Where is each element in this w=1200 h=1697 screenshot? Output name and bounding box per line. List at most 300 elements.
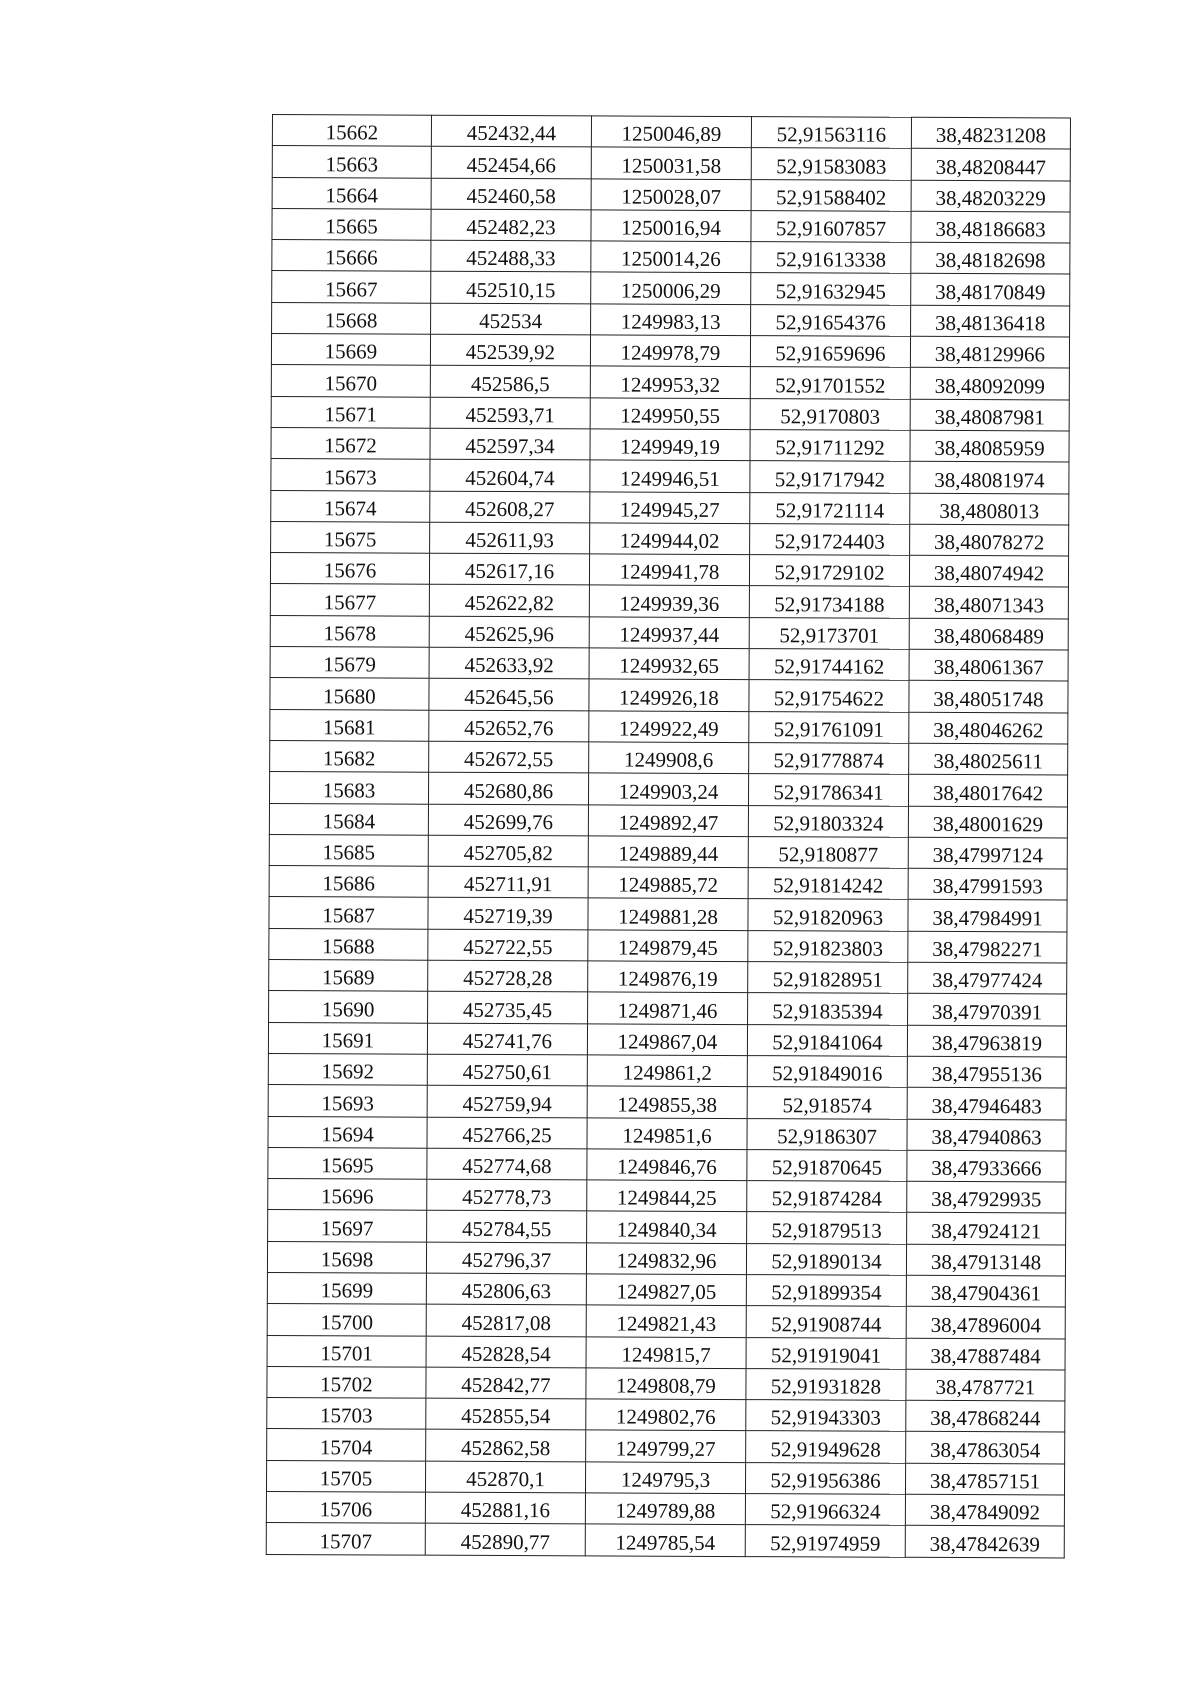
cell-text: 452625,96 bbox=[464, 621, 554, 647]
longitude-cell bbox=[910, 368, 1069, 400]
cell-text: 452534 bbox=[479, 308, 543, 334]
cell-text: 52,91849016 bbox=[772, 1061, 883, 1086]
cell-text: 15699 bbox=[320, 1278, 374, 1303]
point-number-cell bbox=[271, 521, 430, 553]
cell-text: 452890,77 bbox=[460, 1529, 550, 1554]
latitude-cell bbox=[746, 1275, 906, 1307]
cell-text: 52,91803324 bbox=[773, 811, 884, 836]
cell-text: 452766,25 bbox=[462, 1122, 552, 1148]
x-coordinate-cell bbox=[429, 710, 589, 742]
point-number-cell bbox=[272, 146, 431, 178]
cell-text: 52,91711292 bbox=[775, 435, 885, 460]
longitude-cell bbox=[911, 242, 1070, 274]
longitude-cell bbox=[910, 399, 1069, 431]
table-row bbox=[272, 177, 1070, 212]
latitude-cell bbox=[748, 993, 908, 1025]
point-number-cell bbox=[267, 1335, 426, 1367]
y-coordinate-cell bbox=[589, 585, 749, 617]
cell-text: 15698 bbox=[320, 1247, 374, 1272]
table-row bbox=[270, 553, 1068, 588]
cell-text: 38,48051748 bbox=[933, 686, 1044, 712]
point-number-cell bbox=[272, 177, 431, 209]
latitude-cell bbox=[746, 1337, 906, 1369]
latitude-cell bbox=[745, 1494, 905, 1526]
y-coordinate-cell bbox=[591, 210, 751, 242]
longitude-cell bbox=[908, 775, 1067, 807]
cell-text: 38,47849092 bbox=[929, 1500, 1041, 1525]
y-coordinate-cell bbox=[588, 867, 748, 899]
y-coordinate-cell bbox=[586, 1430, 746, 1462]
cell-text: 452719,39 bbox=[463, 903, 553, 928]
point-number-cell bbox=[269, 772, 428, 804]
longitude-cell bbox=[910, 493, 1069, 525]
cell-text: 52,9180877 bbox=[778, 842, 879, 867]
cell-text: 1249939,36 bbox=[619, 591, 720, 616]
longitude-cell bbox=[910, 430, 1069, 462]
longitude-cell bbox=[906, 1338, 1065, 1370]
table-row bbox=[270, 647, 1068, 682]
cell-text: 1249879,45 bbox=[617, 935, 718, 960]
cell-text: 15703 bbox=[320, 1403, 373, 1428]
x-coordinate-cell bbox=[426, 1398, 586, 1430]
cell-text: 52,91908744 bbox=[771, 1311, 882, 1337]
longitude-cell bbox=[908, 994, 1067, 1026]
cell-text: 38,4808013 bbox=[939, 498, 1040, 524]
cell-text: 52,91879513 bbox=[771, 1217, 882, 1243]
y-coordinate-cell bbox=[591, 178, 751, 210]
longitude-cell bbox=[910, 462, 1069, 494]
cell-text: 452488,33 bbox=[466, 246, 556, 271]
cell-text: 15701 bbox=[320, 1341, 373, 1366]
table-row bbox=[269, 772, 1067, 807]
cell-text: 15700 bbox=[320, 1309, 374, 1335]
longitude-cell bbox=[907, 1213, 1066, 1245]
cell-text: 52,91729102 bbox=[774, 560, 885, 586]
cell-text: 52,91607857 bbox=[775, 216, 887, 241]
cell-text: 38,47977424 bbox=[932, 968, 1043, 993]
y-coordinate-cell bbox=[591, 272, 751, 304]
cell-text: 1250046,89 bbox=[621, 121, 722, 147]
cell-text: 15673 bbox=[324, 464, 377, 490]
x-coordinate-cell bbox=[431, 146, 591, 178]
point-number-cell bbox=[268, 1179, 427, 1211]
x-coordinate-cell bbox=[430, 397, 590, 429]
y-coordinate-cell bbox=[586, 1368, 746, 1400]
y-coordinate-cell bbox=[589, 617, 749, 649]
point-number-cell bbox=[268, 1022, 427, 1054]
longitude-cell bbox=[907, 1119, 1066, 1151]
latitude-cell bbox=[748, 899, 908, 931]
longitude-cell bbox=[911, 274, 1070, 306]
cell-text: 15672 bbox=[324, 433, 377, 458]
point-number-cell bbox=[272, 115, 431, 147]
x-coordinate-cell bbox=[428, 929, 588, 961]
cell-text: 52,91588402 bbox=[775, 185, 887, 210]
y-coordinate-cell bbox=[590, 491, 750, 523]
coordinates-table bbox=[266, 114, 1071, 1558]
y-coordinate-cell bbox=[587, 1117, 747, 1149]
cell-text: 1249802,76 bbox=[615, 1404, 716, 1430]
latitude-cell bbox=[746, 1431, 906, 1463]
cell-text: 52,91841064 bbox=[772, 1030, 883, 1055]
cell-text: 452796,37 bbox=[461, 1247, 552, 1273]
cell-text: 452672,55 bbox=[464, 747, 554, 772]
cell-text: 38,47868244 bbox=[930, 1406, 1041, 1431]
cell-text: 15679 bbox=[323, 652, 376, 677]
y-coordinate-cell bbox=[587, 1023, 747, 1055]
latitude-cell bbox=[748, 805, 908, 837]
cell-text: 1249903,24 bbox=[618, 779, 719, 804]
cell-text: 1249978,79 bbox=[620, 340, 721, 366]
cell-text: 1249922,49 bbox=[618, 716, 719, 741]
x-coordinate-cell bbox=[428, 960, 588, 992]
cell-text: 38,48208447 bbox=[935, 154, 1046, 179]
point-number-cell bbox=[269, 834, 428, 866]
cell-text: 52,91870645 bbox=[771, 1155, 883, 1180]
cell-text: 52,91717942 bbox=[774, 466, 886, 492]
cell-text: 1249827,05 bbox=[616, 1279, 717, 1305]
x-coordinate-cell bbox=[427, 1211, 587, 1243]
point-number-cell bbox=[271, 334, 430, 366]
latitude-cell bbox=[748, 868, 908, 900]
x-coordinate-cell bbox=[430, 366, 590, 398]
longitude-cell bbox=[910, 524, 1069, 556]
cell-text: 15697 bbox=[320, 1215, 374, 1241]
point-number-cell bbox=[269, 866, 428, 898]
point-number-cell bbox=[272, 208, 431, 240]
y-coordinate-cell bbox=[591, 147, 751, 179]
cell-text: 38,47970391 bbox=[931, 999, 1043, 1024]
cell-text: 38,48186683 bbox=[935, 217, 1046, 242]
y-coordinate-cell bbox=[586, 1305, 746, 1337]
cell-text: 452828,54 bbox=[461, 1341, 551, 1367]
cell-text: 38,48182698 bbox=[935, 248, 1046, 273]
cell-text: 15707 bbox=[319, 1528, 373, 1554]
y-coordinate-cell bbox=[591, 116, 751, 148]
table-row bbox=[271, 334, 1069, 369]
table-row bbox=[270, 584, 1068, 619]
longitude-cell bbox=[911, 211, 1070, 243]
cell-text: 52,91820963 bbox=[772, 904, 884, 930]
cell-text: 38,47887484 bbox=[930, 1343, 1041, 1369]
cell-text: 452806,63 bbox=[461, 1279, 552, 1304]
latitude-cell bbox=[746, 1306, 906, 1338]
longitude-cell bbox=[909, 649, 1068, 681]
point-number-cell bbox=[267, 1429, 426, 1461]
cell-text: 15674 bbox=[323, 496, 377, 521]
cell-text: 452699,76 bbox=[463, 809, 554, 835]
latitude-cell bbox=[750, 336, 910, 368]
table-row bbox=[269, 866, 1067, 901]
x-coordinate-cell bbox=[428, 772, 588, 804]
cell-text: 52,91899354 bbox=[771, 1280, 882, 1305]
longitude-cell bbox=[906, 1307, 1065, 1339]
cell-text: 38,47896004 bbox=[930, 1312, 1041, 1337]
point-number-cell bbox=[267, 1304, 426, 1336]
latitude-cell bbox=[747, 1118, 907, 1150]
table-row bbox=[270, 709, 1068, 744]
x-coordinate-cell bbox=[428, 898, 588, 930]
cell-text: 38,48078272 bbox=[933, 530, 1045, 555]
latitude-cell bbox=[751, 148, 911, 180]
cell-text: 52,91734188 bbox=[774, 591, 885, 617]
point-number-cell bbox=[270, 584, 429, 616]
cell-text: 1249950,55 bbox=[620, 403, 721, 428]
cell-text: 15702 bbox=[320, 1372, 373, 1397]
point-number-cell bbox=[270, 647, 429, 679]
cell-text: 52,91874284 bbox=[771, 1186, 882, 1212]
point-number-cell bbox=[270, 740, 429, 772]
y-coordinate-cell bbox=[590, 335, 750, 367]
point-number-cell bbox=[272, 240, 431, 272]
longitude-cell bbox=[906, 1400, 1065, 1432]
cell-text: 38,48136418 bbox=[934, 310, 1046, 336]
cell-text: 1250006,29 bbox=[620, 278, 721, 303]
cell-text: 52,91814242 bbox=[772, 873, 884, 899]
longitude-cell bbox=[907, 1150, 1066, 1182]
latitude-cell bbox=[751, 242, 911, 274]
cell-text: 15678 bbox=[323, 621, 377, 646]
cell-text: 1249949,19 bbox=[620, 434, 720, 460]
cell-text: 38,48071343 bbox=[933, 592, 1045, 618]
longitude-cell bbox=[909, 681, 1068, 713]
cell-text: 15671 bbox=[324, 402, 377, 427]
cell-text: 452855,54 bbox=[461, 1404, 551, 1429]
cell-text: 38,48085959 bbox=[934, 436, 1045, 461]
cell-text: 15687 bbox=[322, 902, 375, 928]
x-coordinate-cell bbox=[429, 741, 589, 773]
cell-text: 38,4787721 bbox=[935, 1375, 1036, 1400]
latitude-cell bbox=[747, 1149, 907, 1181]
cell-text: 1249808,79 bbox=[616, 1373, 716, 1399]
cell-text: 38,47913148 bbox=[930, 1249, 1042, 1275]
cell-text: 52,91966324 bbox=[770, 1499, 881, 1525]
table-row bbox=[268, 1116, 1066, 1151]
cell-text: 38,47963819 bbox=[931, 1030, 1043, 1056]
cell-text: 15688 bbox=[322, 934, 375, 959]
table-row bbox=[271, 521, 1069, 556]
point-number-cell bbox=[270, 615, 429, 647]
cell-text: 452633,92 bbox=[464, 653, 554, 678]
cell-text: 15663 bbox=[325, 151, 379, 177]
x-coordinate-cell bbox=[429, 679, 589, 711]
longitude-cell bbox=[911, 180, 1070, 212]
x-coordinate-cell bbox=[427, 1179, 587, 1211]
table-row bbox=[268, 1022, 1066, 1057]
table-row bbox=[270, 740, 1068, 775]
cell-text: 15664 bbox=[325, 183, 378, 208]
longitude-cell bbox=[911, 305, 1070, 337]
y-coordinate-cell bbox=[587, 1149, 747, 1181]
y-coordinate-cell bbox=[587, 1086, 747, 1118]
longitude-cell bbox=[909, 618, 1068, 650]
cell-text: 15681 bbox=[323, 715, 376, 740]
point-number-cell bbox=[269, 960, 428, 992]
point-number-cell bbox=[266, 1492, 425, 1524]
x-coordinate-cell bbox=[431, 178, 591, 210]
point-number-cell bbox=[267, 1398, 426, 1430]
x-coordinate-cell bbox=[430, 459, 590, 491]
cell-text: 52,91721114 bbox=[775, 498, 885, 523]
cell-text: 38,47982271 bbox=[932, 936, 1043, 962]
cell-text: 38,48046262 bbox=[933, 717, 1044, 743]
table-row bbox=[267, 1335, 1065, 1370]
cell-text: 52,91744162 bbox=[773, 654, 885, 680]
latitude-cell bbox=[749, 743, 909, 775]
cell-text: 1249983,13 bbox=[620, 309, 721, 335]
cell-text: 452778,73 bbox=[462, 1185, 552, 1210]
x-coordinate-cell bbox=[428, 866, 588, 898]
cell-text: 1249799,27 bbox=[615, 1436, 716, 1461]
cell-text: 38,47933666 bbox=[931, 1155, 1042, 1181]
latitude-cell bbox=[751, 117, 911, 149]
latitude-cell bbox=[747, 1024, 907, 1056]
cell-text: 15662 bbox=[325, 120, 379, 145]
latitude-cell bbox=[748, 962, 908, 994]
y-coordinate-cell bbox=[586, 1243, 746, 1275]
cell-text: 1249885,72 bbox=[618, 872, 719, 898]
latitude-cell bbox=[751, 304, 911, 336]
latitude-cell bbox=[749, 680, 909, 712]
cell-text: 1249795,3 bbox=[620, 1467, 711, 1492]
cell-text: 452604,74 bbox=[465, 465, 555, 490]
longitude-cell bbox=[911, 149, 1070, 181]
cell-text: 52,91654376 bbox=[775, 310, 886, 335]
point-number-cell bbox=[271, 490, 430, 522]
cell-text: 1249832,96 bbox=[616, 1248, 717, 1273]
cell-text: 452784,55 bbox=[461, 1216, 552, 1241]
latitude-cell bbox=[750, 461, 910, 493]
point-number-cell bbox=[267, 1272, 426, 1304]
cell-text: 452645,56 bbox=[464, 684, 554, 709]
cell-text: 38,47997124 bbox=[932, 843, 1043, 868]
table-row bbox=[270, 615, 1068, 650]
x-coordinate-cell bbox=[431, 240, 591, 272]
y-coordinate-cell bbox=[588, 992, 748, 1024]
cell-text: 52,91949628 bbox=[770, 1436, 881, 1462]
latitude-cell bbox=[750, 492, 910, 524]
point-number-cell bbox=[269, 928, 428, 960]
latitude-cell bbox=[749, 649, 909, 681]
cell-text: 52,918574 bbox=[782, 1092, 872, 1118]
table-row bbox=[267, 1366, 1065, 1401]
latitude-cell bbox=[747, 1212, 907, 1244]
latitude-cell bbox=[746, 1368, 906, 1400]
point-number-cell bbox=[268, 1053, 427, 1085]
longitude-cell bbox=[907, 1087, 1066, 1119]
point-number-cell bbox=[266, 1523, 425, 1555]
x-coordinate-cell bbox=[428, 835, 588, 867]
point-number-cell bbox=[268, 1116, 427, 1148]
cell-text: 38,48092099 bbox=[934, 373, 1045, 399]
table-row bbox=[271, 459, 1069, 494]
longitude-cell bbox=[905, 1463, 1064, 1495]
longitude-cell bbox=[907, 1181, 1066, 1213]
x-coordinate-cell bbox=[429, 585, 589, 617]
latitude-cell bbox=[750, 398, 910, 430]
y-coordinate-cell bbox=[588, 961, 748, 993]
longitude-cell bbox=[908, 900, 1067, 932]
latitude-cell bbox=[749, 617, 909, 649]
cell-text: 452617,16 bbox=[464, 559, 555, 584]
cell-text: 52,9186307 bbox=[777, 1124, 877, 1149]
cell-text: 52,91943303 bbox=[770, 1405, 881, 1431]
y-coordinate-cell bbox=[588, 836, 748, 868]
longitude-cell bbox=[911, 117, 1070, 149]
latitude-cell bbox=[750, 430, 910, 462]
cell-text: 15667 bbox=[324, 277, 378, 302]
x-coordinate-cell bbox=[431, 209, 591, 241]
cell-text: 52,91701552 bbox=[775, 372, 886, 398]
y-coordinate-cell bbox=[585, 1524, 745, 1556]
cell-text: 452862,58 bbox=[461, 1435, 551, 1460]
y-coordinate-cell bbox=[587, 1180, 747, 1212]
cell-text: 1249846,76 bbox=[616, 1154, 717, 1180]
y-coordinate-cell bbox=[589, 679, 749, 711]
table-row bbox=[272, 115, 1070, 150]
cell-text: 1249937,44 bbox=[619, 622, 720, 648]
x-coordinate-cell bbox=[431, 272, 591, 304]
cell-text: 38,48231208 bbox=[935, 123, 1047, 148]
y-coordinate-cell bbox=[590, 398, 750, 430]
latitude-cell bbox=[747, 1181, 907, 1213]
longitude-cell bbox=[907, 1025, 1066, 1057]
latitude-cell bbox=[746, 1243, 906, 1275]
y-coordinate-cell bbox=[590, 523, 750, 555]
cell-text: 15693 bbox=[321, 1090, 374, 1115]
cell-text: 1249821,43 bbox=[616, 1311, 717, 1336]
cell-text: 52,91583083 bbox=[776, 153, 887, 179]
y-coordinate-cell bbox=[589, 648, 749, 680]
longitude-cell bbox=[908, 837, 1067, 869]
cell-text: 15696 bbox=[320, 1184, 374, 1209]
table-row bbox=[272, 240, 1070, 275]
cell-text: 15694 bbox=[321, 1122, 374, 1147]
cell-text: 15691 bbox=[321, 1028, 375, 1053]
table-row bbox=[268, 1179, 1066, 1214]
cell-text: 38,48129966 bbox=[934, 342, 1046, 367]
cell-text: 452460,58 bbox=[466, 183, 556, 209]
cell-text: 1249851,6 bbox=[622, 1123, 712, 1148]
cell-text: 452482,23 bbox=[466, 215, 556, 240]
cell-text: 1249945,27 bbox=[619, 497, 720, 522]
x-coordinate-cell bbox=[427, 1054, 587, 1086]
point-number-cell bbox=[270, 709, 429, 741]
cell-text: 452728,28 bbox=[463, 966, 553, 991]
table-row bbox=[271, 490, 1069, 525]
latitude-cell bbox=[749, 711, 909, 743]
cell-text: 38,47929935 bbox=[931, 1187, 1042, 1212]
table-row bbox=[272, 271, 1070, 306]
y-coordinate-cell bbox=[586, 1336, 746, 1368]
cell-text: 38,47984991 bbox=[932, 905, 1043, 931]
table-row bbox=[266, 1460, 1064, 1495]
point-number-cell bbox=[267, 1366, 426, 1398]
latitude-cell bbox=[745, 1462, 905, 1494]
point-number-cell bbox=[271, 396, 430, 428]
cell-text: 15689 bbox=[321, 965, 375, 990]
latitude-cell bbox=[751, 210, 911, 242]
latitude-cell bbox=[748, 836, 908, 868]
cell-text: 1249861,2 bbox=[622, 1060, 712, 1086]
cell-text: 15670 bbox=[324, 370, 378, 396]
cell-text: 38,48081974 bbox=[934, 467, 1045, 492]
point-number-cell bbox=[268, 1085, 427, 1117]
y-coordinate-cell bbox=[588, 930, 748, 962]
table-row bbox=[268, 1053, 1066, 1088]
cell-text: 1249953,32 bbox=[620, 372, 721, 397]
point-number-cell bbox=[267, 1241, 426, 1273]
